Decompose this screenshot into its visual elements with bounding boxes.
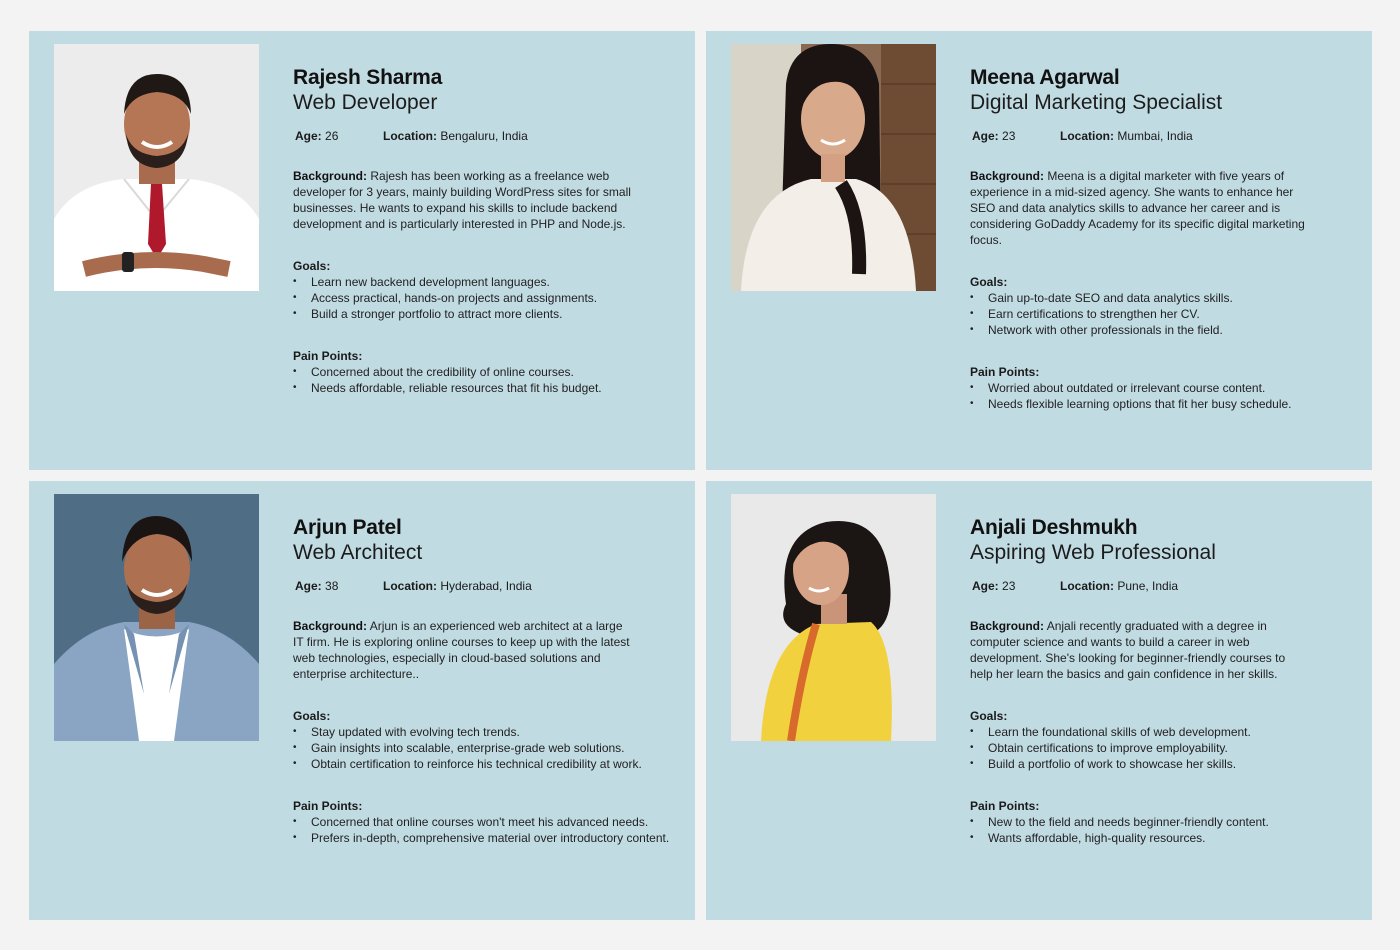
persona-age xyxy=(295,129,383,143)
avatar xyxy=(731,44,936,291)
avatar xyxy=(731,494,936,741)
goal-item: • Stay updated with evolving tech trends. xyxy=(293,724,673,740)
background-text: Rajesh has been working as a freelance web developer for 3 years, mainly building WordPress sites for small businesses. He wants to expand his skills to include backend development and is particularly interested in PHP and Node.js. xyxy=(293,169,631,231)
persona-meta xyxy=(295,129,673,143)
persona-info xyxy=(970,515,1350,846)
goal-item: • Gain insights into scalable, enterprise-grade web solutions. xyxy=(293,740,673,756)
goal-item: • Obtain certification to reinforce his technical credibility at work. xyxy=(293,756,673,772)
goals-list xyxy=(293,724,673,772)
persona-card-anjali xyxy=(706,481,1372,920)
pain-points-list xyxy=(970,814,1350,846)
pain-points-title: Pain Points: xyxy=(293,349,363,363)
goals-title: Goals: xyxy=(293,709,331,723)
background-label: Background: xyxy=(970,169,1045,183)
pain-point-item: • Needs affordable, reliable resources that fit his budget. xyxy=(293,380,673,396)
location-label: Location: xyxy=(383,579,437,593)
pain-point-item: • Concerned that online courses won't meet his advanced needs. xyxy=(293,814,673,830)
goals-title: Goals: xyxy=(970,275,1008,289)
avatar xyxy=(54,44,259,291)
persona-location xyxy=(383,129,528,143)
persona-age xyxy=(972,579,1060,593)
pain-point-item: • Needs flexible learning options that fit her busy schedule. xyxy=(970,396,1350,412)
persona-name: Rajesh Sharma xyxy=(293,66,443,89)
age-value: 23 xyxy=(1002,129,1016,143)
location-label: Location: xyxy=(1060,129,1114,143)
goals-title: Goals: xyxy=(970,709,1008,723)
age-label: Age: xyxy=(972,129,999,143)
goals-title: Goals: xyxy=(293,259,331,273)
persona-background xyxy=(293,618,633,682)
pain-point-item: • New to the field and needs beginner-friendly content. xyxy=(970,814,1350,830)
age-label: Age: xyxy=(295,579,322,593)
background-text: Arjun is an experienced web architect at a large IT firm. He is exploring online courses to keep up with the latest web technologies, especially in cloud-based solutions and enterprise architecture.. xyxy=(293,619,630,681)
goal-item: • Access practical, hands-on projects and assignments. xyxy=(293,290,673,306)
pain-points-title: Pain Points: xyxy=(970,799,1040,813)
persona-background xyxy=(293,168,633,232)
pain-points-list xyxy=(970,380,1350,412)
persona-meta xyxy=(972,129,1350,143)
pain-points-list xyxy=(293,364,673,396)
persona-photo xyxy=(54,44,259,291)
goal-item: • Build a portfolio of work to showcase her skills. xyxy=(970,756,1350,772)
persona-name: Arjun Patel xyxy=(293,516,402,539)
pain-points-title: Pain Points: xyxy=(293,799,363,813)
goal-item: • Gain up-to-date SEO and data analytics skills. xyxy=(970,290,1350,306)
persona-role: Aspiring Web Professional xyxy=(970,541,1216,564)
background-text: Anjali recently graduated with a degree in computer science and wants to build a career in web development. She's looking for beginner-friendly courses to help her learn the basics and gain confidence in her skills. xyxy=(970,619,1286,681)
age-value: 23 xyxy=(1002,579,1016,593)
location-label: Location: xyxy=(1060,579,1114,593)
location-value: Pune, India xyxy=(1117,579,1179,593)
persona-info xyxy=(293,515,673,846)
goal-item: • Network with other professionals in the field. xyxy=(970,322,1350,338)
persona-card-meena xyxy=(706,31,1372,470)
pain-point-item: • Wants affordable, high-quality resources. xyxy=(970,830,1350,846)
persona-info xyxy=(970,65,1350,412)
location-value: Mumbai, India xyxy=(1117,129,1193,143)
age-label: Age: xyxy=(972,579,999,593)
background-label: Background: xyxy=(293,169,368,183)
persona-card-rajesh xyxy=(29,31,695,470)
persona-location xyxy=(1060,129,1193,143)
persona-age xyxy=(295,579,383,593)
persona-card-arjun xyxy=(29,481,695,920)
goal-item: • Build a stronger portfolio to attract more clients. xyxy=(293,306,673,322)
persona-role: Digital Marketing Specialist xyxy=(970,91,1223,114)
pain-point-item: • Prefers in-depth, comprehensive material over introductory content. xyxy=(293,830,673,846)
persona-background xyxy=(970,168,1310,248)
age-value: 26 xyxy=(325,129,339,143)
pain-point-item: • Concerned about the credibility of online courses. xyxy=(293,364,673,380)
goals-list xyxy=(970,724,1350,772)
persona-name: Meena Agarwal xyxy=(970,66,1120,89)
background-label: Background: xyxy=(970,619,1045,633)
pain-points-list xyxy=(293,814,673,846)
pain-point-item: • Worried about outdated or irrelevant course content. xyxy=(970,380,1350,396)
location-value: Bengaluru, India xyxy=(440,129,528,143)
persona-name: Anjali Deshmukh xyxy=(970,516,1138,539)
goals-list xyxy=(970,290,1350,338)
goal-item: • Learn new backend development languages. xyxy=(293,274,673,290)
persona-photo xyxy=(731,494,936,741)
age-value: 38 xyxy=(325,579,339,593)
pain-points-title: Pain Points: xyxy=(970,365,1040,379)
goal-item: • Learn the foundational skills of web development. xyxy=(970,724,1350,740)
persona-role: Web Developer xyxy=(293,91,438,114)
location-value: Hyderabad, India xyxy=(440,579,532,593)
background-label: Background: xyxy=(293,619,368,633)
location-label: Location: xyxy=(383,129,437,143)
persona-role: Web Architect xyxy=(293,541,423,564)
age-label: Age: xyxy=(295,129,322,143)
persona-background xyxy=(970,618,1310,682)
persona-info xyxy=(293,65,673,396)
persona-location xyxy=(1060,579,1178,593)
goal-item: • Obtain certifications to improve employability. xyxy=(970,740,1350,756)
persona-meta xyxy=(972,579,1350,593)
persona-photo xyxy=(54,494,259,741)
background-text: Meena is a digital marketer with five years of experience in a mid-sized agency. She wants to enhance her SEO and data analytics skills to advance her career and is considering GoDaddy Academy for its specific digital marketing focus. xyxy=(970,169,1305,247)
persona-age xyxy=(972,129,1060,143)
persona-location xyxy=(383,579,532,593)
goal-item: • Earn certifications to strengthen her CV. xyxy=(970,306,1350,322)
avatar xyxy=(54,494,259,741)
goals-list xyxy=(293,274,673,322)
persona-meta xyxy=(295,579,673,593)
persona-photo xyxy=(731,44,936,291)
